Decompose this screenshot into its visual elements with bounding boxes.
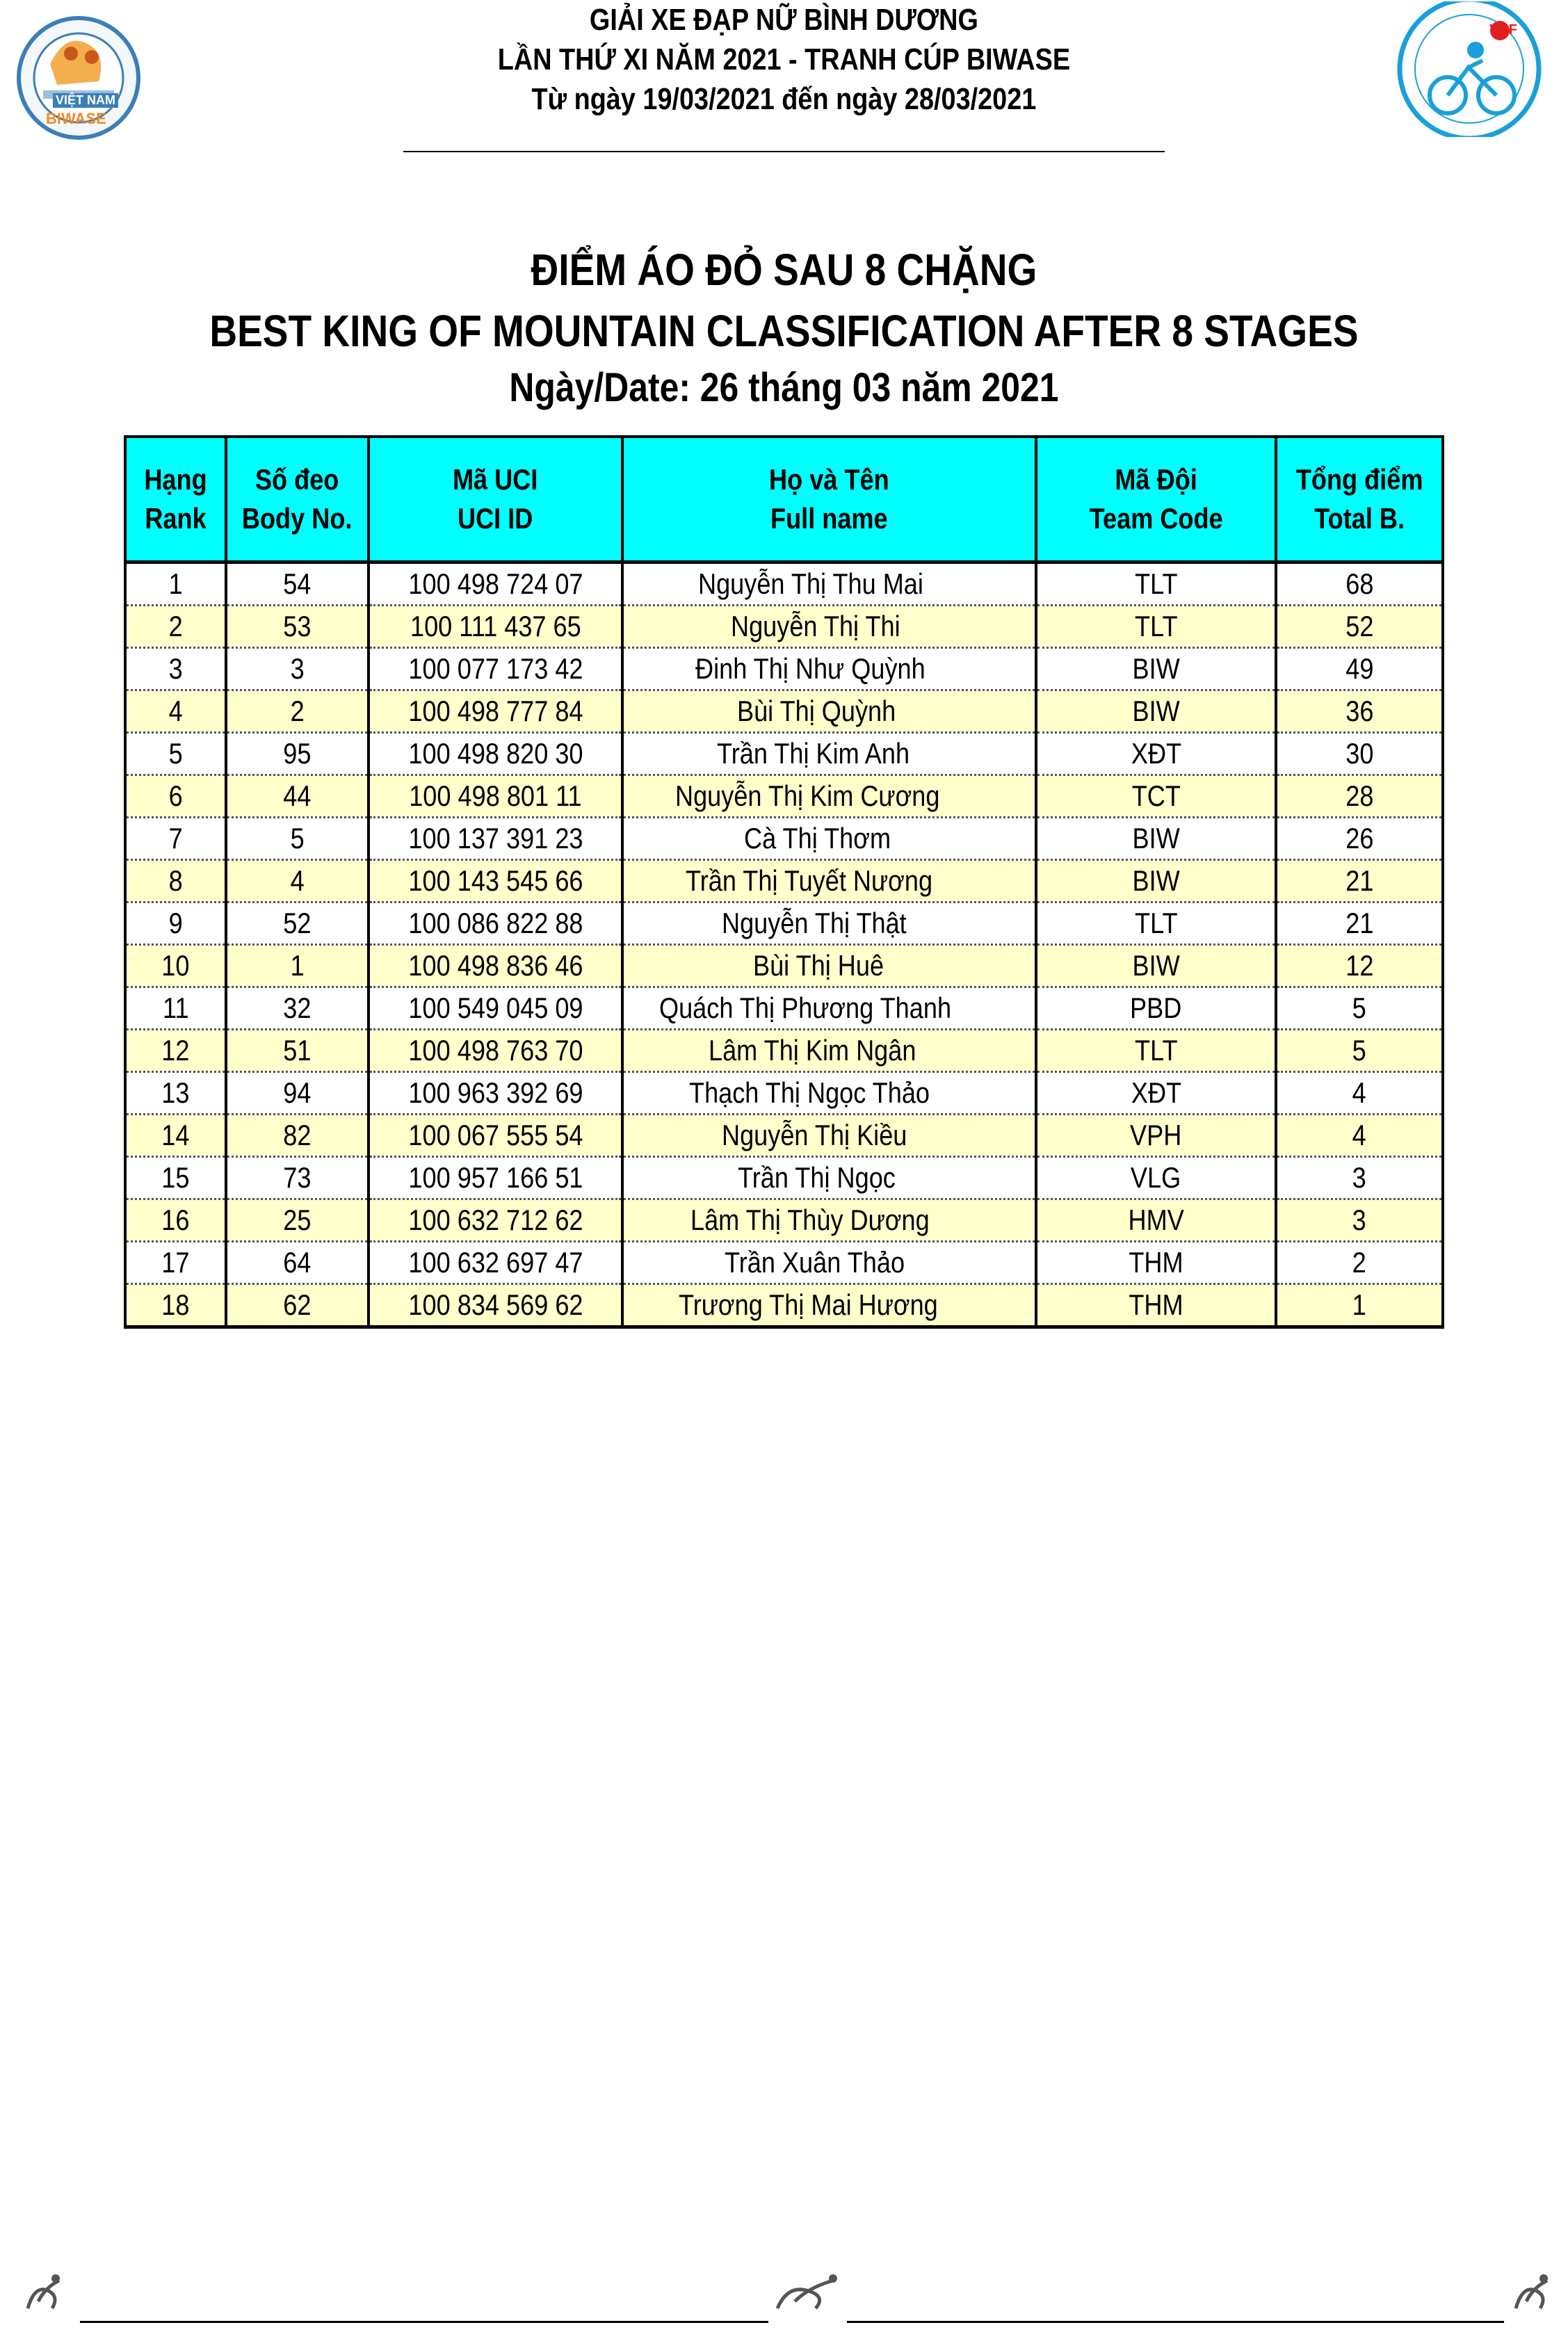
col-header-rank: Hạng Rank [125,437,226,562]
col-header-body-no: Số đeo Body No. [226,437,369,562]
cell-body-no: 3 [226,648,369,690]
col-header-uci-id: Mã UCI UCI ID [369,437,622,562]
cell-body-no: 73 [226,1157,369,1199]
cell-body-no: 44 [226,775,369,818]
cell-total: 5 [1276,1030,1443,1072]
cell-uci-id: 100 498 801 11 [369,775,622,818]
cyclist-icon [1509,2270,1558,2322]
cell-full-name: Nguyễn Thị Thật [622,902,1036,945]
cell-full-name: Trương Thị Mai Hương [622,1284,1036,1327]
cell-uci-id: 100 498 763 70 [369,1030,622,1072]
cell-team-code: THM [1036,1242,1276,1284]
table-row [125,1242,1443,1284]
cell-uci-id: 100 498 724 07 [369,562,622,606]
event-title-line1: GIẢI XE ĐẠP NỮ BÌNH DƯƠNG [589,3,978,37]
cell-total: 49 [1276,648,1443,690]
header-divider [403,151,1165,152]
cell-total: 5 [1276,987,1443,1030]
cell-total: 3 [1276,1199,1443,1242]
cell-full-name: Lâm Thị Kim Ngân [622,1030,1036,1072]
cell-full-name: Đinh Thị Như Quỳnh [622,648,1036,690]
table-row [125,902,1443,945]
table-row [125,1157,1443,1199]
cell-uci-id: 100 963 392 69 [369,1072,622,1115]
cell-rank: 13 [125,1072,226,1115]
cell-rank: 17 [125,1242,226,1284]
cell-team-code: BIW [1036,690,1276,733]
cell-body-no: 32 [226,987,369,1030]
col-header-full-name: Họ và Tên Full name [622,437,1036,562]
cell-total: 4 [1276,1115,1443,1157]
cell-body-no: 25 [226,1199,369,1242]
cell-rank: 1 [125,562,226,606]
cell-team-code: BIW [1036,945,1276,987]
cell-rank: 6 [125,775,226,818]
table-row [125,648,1443,690]
cell-uci-id: 100 137 391 23 [369,818,622,860]
table-header-row [125,437,1443,562]
cell-rank: 11 [125,987,226,1030]
cell-body-no: 4 [226,860,369,902]
table-row [125,733,1443,775]
cell-full-name: Nguyễn Thị Kiều [622,1115,1036,1157]
cell-body-no: 1 [226,945,369,987]
cell-total: 36 [1276,690,1443,733]
cell-body-no: 5 [226,818,369,860]
table-row [125,690,1443,733]
cell-team-code: VLG [1036,1157,1276,1199]
cell-total: 3 [1276,1157,1443,1199]
cell-uci-id: 100 834 569 62 [369,1284,622,1327]
cell-team-code: BIW [1036,818,1276,860]
cell-body-no: 2 [226,690,369,733]
cell-rank: 7 [125,818,226,860]
table-row [125,1072,1443,1115]
cell-body-no: 51 [226,1030,369,1072]
table-row [125,987,1443,1030]
cell-body-no: 94 [226,1072,369,1115]
cell-uci-id: 100 632 712 62 [369,1199,622,1242]
cell-team-code: BIW [1036,648,1276,690]
table-row [125,775,1443,818]
cell-rank: 4 [125,690,226,733]
cell-total: 26 [1276,818,1443,860]
cell-uci-id: 100 498 836 46 [369,945,622,987]
cell-team-code: HMV [1036,1199,1276,1242]
classification-title-vn: ĐIỂM ÁO ĐỎ SAU 8 CHẶNG [531,245,1037,295]
classification-date: Ngày/Date: 26 tháng 03 năm 2021 [509,365,1059,410]
col-header-team-code: Mã Đội Team Code [1036,437,1276,562]
cell-total: 30 [1276,733,1443,775]
cell-total: 12 [1276,945,1443,987]
cell-full-name: Bùi Thị Huê [622,945,1036,987]
cell-rank: 18 [125,1284,226,1327]
cell-team-code: THM [1036,1284,1276,1327]
cell-team-code: TLT [1036,606,1276,648]
cell-body-no: 62 [226,1284,369,1327]
footer-divider [847,2321,1504,2323]
table-row [125,945,1443,987]
cell-uci-id: 100 549 045 09 [369,987,622,1030]
cell-team-code: PBD [1036,987,1276,1030]
table-row [125,562,1443,606]
cell-uci-id: 100 498 777 84 [369,690,622,733]
cell-full-name: Trần Thị Kim Anh [622,733,1036,775]
cell-uci-id: 100 111 437 65 [369,606,622,648]
table-row [125,606,1443,648]
cell-rank: 2 [125,606,226,648]
cyclist-icon [21,2270,70,2322]
cell-full-name: Nguyễn Thị Thi [622,606,1036,648]
classification-title-en: BEST KING OF MOUNTAIN CLASSIFICATION AFTER 8 STAGES [209,306,1359,356]
cell-full-name: Thạch Thị Ngọc Thảo [622,1072,1036,1115]
cell-rank: 10 [125,945,226,987]
cell-full-name: Bùi Thị Quỳnh [622,690,1036,733]
cell-body-no: 54 [226,562,369,606]
col-header-total: Tổng điểm Total B. [1276,437,1443,562]
cell-uci-id: 100 086 822 88 [369,902,622,945]
cell-full-name: Trần Thị Tuyết Nương [622,860,1036,902]
cell-uci-id: 100 498 820 30 [369,733,622,775]
cell-rank: 16 [125,1199,226,1242]
cell-rank: 8 [125,860,226,902]
table-row [125,1199,1443,1242]
cell-full-name: Cà Thị Thơm [622,818,1036,860]
cell-rank: 3 [125,648,226,690]
cell-full-name: Nguyễn Thị Thu Mai [622,562,1036,606]
footer-divider [80,2321,768,2323]
cell-full-name: Trần Thị Ngọc [622,1157,1036,1199]
cell-body-no: 53 [226,606,369,648]
cell-body-no: 82 [226,1115,369,1157]
cell-rank: 14 [125,1115,226,1157]
results-table [124,435,1444,1329]
cell-team-code: VPH [1036,1115,1276,1157]
cell-rank: 5 [125,733,226,775]
cell-uci-id: 100 077 173 42 [369,648,622,690]
table-row [125,1284,1443,1327]
cell-total: 2 [1276,1242,1443,1284]
cell-total: 52 [1276,606,1443,648]
cell-team-code: XĐT [1036,1072,1276,1115]
cell-team-code: TLT [1036,902,1276,945]
cell-rank: 9 [125,902,226,945]
cell-full-name: Quách Thị Phương Thanh [622,987,1036,1030]
cell-full-name: Lâm Thị Thùy Dương [622,1199,1036,1242]
cell-team-code: TLT [1036,562,1276,606]
cell-body-no: 95 [226,733,369,775]
cyclist-icon [770,2270,847,2322]
cell-rank: 15 [125,1157,226,1199]
cell-total: 21 [1276,902,1443,945]
cell-total: 4 [1276,1072,1443,1115]
cell-total: 21 [1276,860,1443,902]
cell-team-code: XĐT [1036,733,1276,775]
cell-body-no: 52 [226,902,369,945]
cell-total: 1 [1276,1284,1443,1327]
table-row [125,818,1443,860]
cell-total: 68 [1276,562,1443,606]
cell-uci-id: 100 067 555 54 [369,1115,622,1157]
cell-total: 28 [1276,775,1443,818]
table-row [125,860,1443,902]
cell-uci-id: 100 143 545 66 [369,860,622,902]
table-row [125,1030,1443,1072]
event-date-range: Từ ngày 19/03/2021 đến ngày 28/03/2021 [531,82,1037,116]
cell-full-name: Nguyễn Thị Kim Cương [622,775,1036,818]
cell-team-code: BIW [1036,860,1276,902]
cell-uci-id: 100 957 166 51 [369,1157,622,1199]
event-title-line2: LẦN THỨ XI NĂM 2021 - TRANH CÚP BIWASE [497,42,1071,76]
cell-full-name: Trần Xuân Thảo [622,1242,1036,1284]
cell-rank: 12 [125,1030,226,1072]
logo-caption: VIỆT NAM [53,93,118,108]
logo-brand: BIWASE [46,110,106,127]
cell-body-no: 64 [226,1242,369,1284]
cell-team-code: TCT [1036,775,1276,818]
table-row [125,1115,1443,1157]
logo-caption: VCF [1489,22,1517,38]
cell-team-code: TLT [1036,1030,1276,1072]
cell-uci-id: 100 632 697 47 [369,1242,622,1284]
